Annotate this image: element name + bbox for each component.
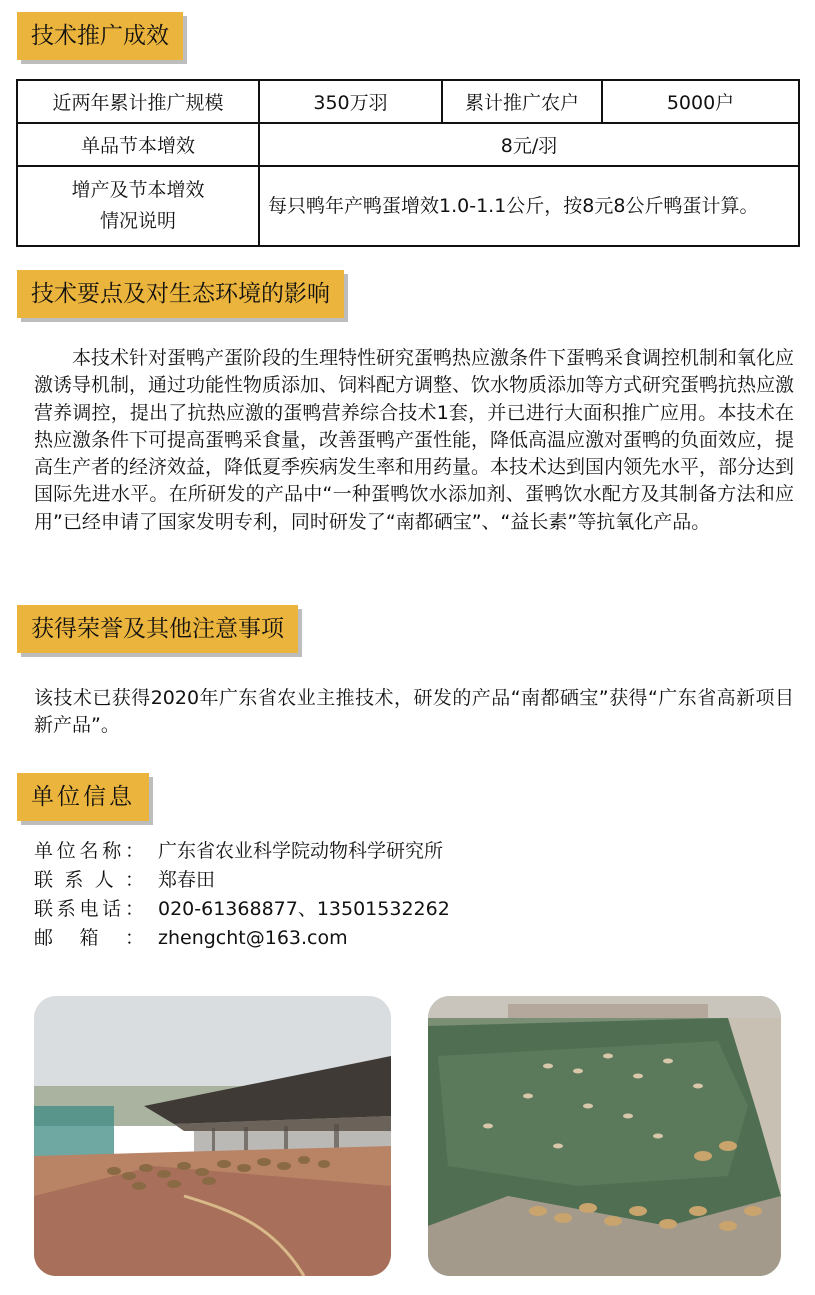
benefit-value: 8元/羽: [259, 123, 799, 166]
scale-label: 近两年累计推广规模: [17, 80, 259, 123]
duck-pond-photo: [428, 996, 781, 1276]
farmers-label: 累计推广农户: [442, 80, 602, 123]
unit-name-label: 单位名称：: [34, 840, 144, 862]
farmers-value: 5000户: [602, 80, 799, 123]
benefit-label: 单品节本增效: [17, 123, 259, 166]
contact-row: [34, 866, 450, 895]
metrics-table: [16, 79, 800, 247]
unit-info-block: [34, 837, 450, 953]
duck-shed-photo: [34, 996, 391, 1276]
section-title-unit-info: 单位信息: [17, 773, 149, 821]
scale-value: 350万羽: [259, 80, 442, 123]
explain-label: [17, 166, 259, 246]
honors-paragraph: 该技术已获得2020年广东省农业主推技术，研发的产品“南都硒宝”获得“广东省高新项目新产品”。: [34, 687, 794, 737]
explain-value: 每只鸭年产鸭蛋增效1.0-1.1公斤，按8元8公斤鸭蛋计算。: [259, 166, 799, 246]
unit-name-value: 广东省农业科学院动物科学研究所: [158, 840, 444, 862]
phone-row: [34, 895, 450, 924]
table-row: [17, 123, 799, 166]
contact-label: 联系人：: [34, 869, 144, 891]
email-row: [34, 924, 450, 953]
unit-name-row: [34, 837, 450, 866]
contact-value: 郑春田: [158, 869, 216, 891]
explain-label-line2: 情况说明: [99, 210, 176, 232]
email-value[interactable]: zhengcht@163.com: [158, 927, 348, 949]
explain-label-line1: 增产及节本增效: [71, 179, 205, 201]
email-label: 邮箱：: [34, 927, 144, 949]
table-row: [17, 166, 799, 246]
phone-value: 020-61368877、13501532262: [158, 898, 450, 920]
phone-label: 联系电话：: [34, 898, 144, 920]
section-title-honors: 获得荣誉及其他注意事项: [17, 605, 298, 653]
section-title-key-points: 技术要点及对生态环境的影响: [17, 270, 344, 318]
section-title-results: 技术推广成效: [17, 12, 183, 60]
table-row: [17, 80, 799, 123]
key-points-paragraph: 本技术针对蛋鸭产蛋阶段的生理特性研究蛋鸭热应激条件下蛋鸭采食调控机制和氧化应激诱导机制，通过功能性物质添加、饲料配方调整、饮水物质添加等方式研究蛋鸭抗热应激营养调控，提出了抗热应激的蛋鸭营养综合技术1套，并已进行大面积推广应用。本技术在热应激条件下可提高蛋鸭采食量，改善蛋鸭产蛋性能，降低高温应激对蛋鸭的负面效应，提高生产者的经济效益，降低夏季疾病发生率和用药量。本技术达到国内领先水平，部分达到国际先进水平。在所研发的产品中“一种蛋鸭饮水添加剂、蛋鸭饮水配方及其制备方法和应用”已经申请了国家发明专利，同时研发了“南都硒宝”、“益长素”等抗氧化产品。: [34, 347, 795, 533]
